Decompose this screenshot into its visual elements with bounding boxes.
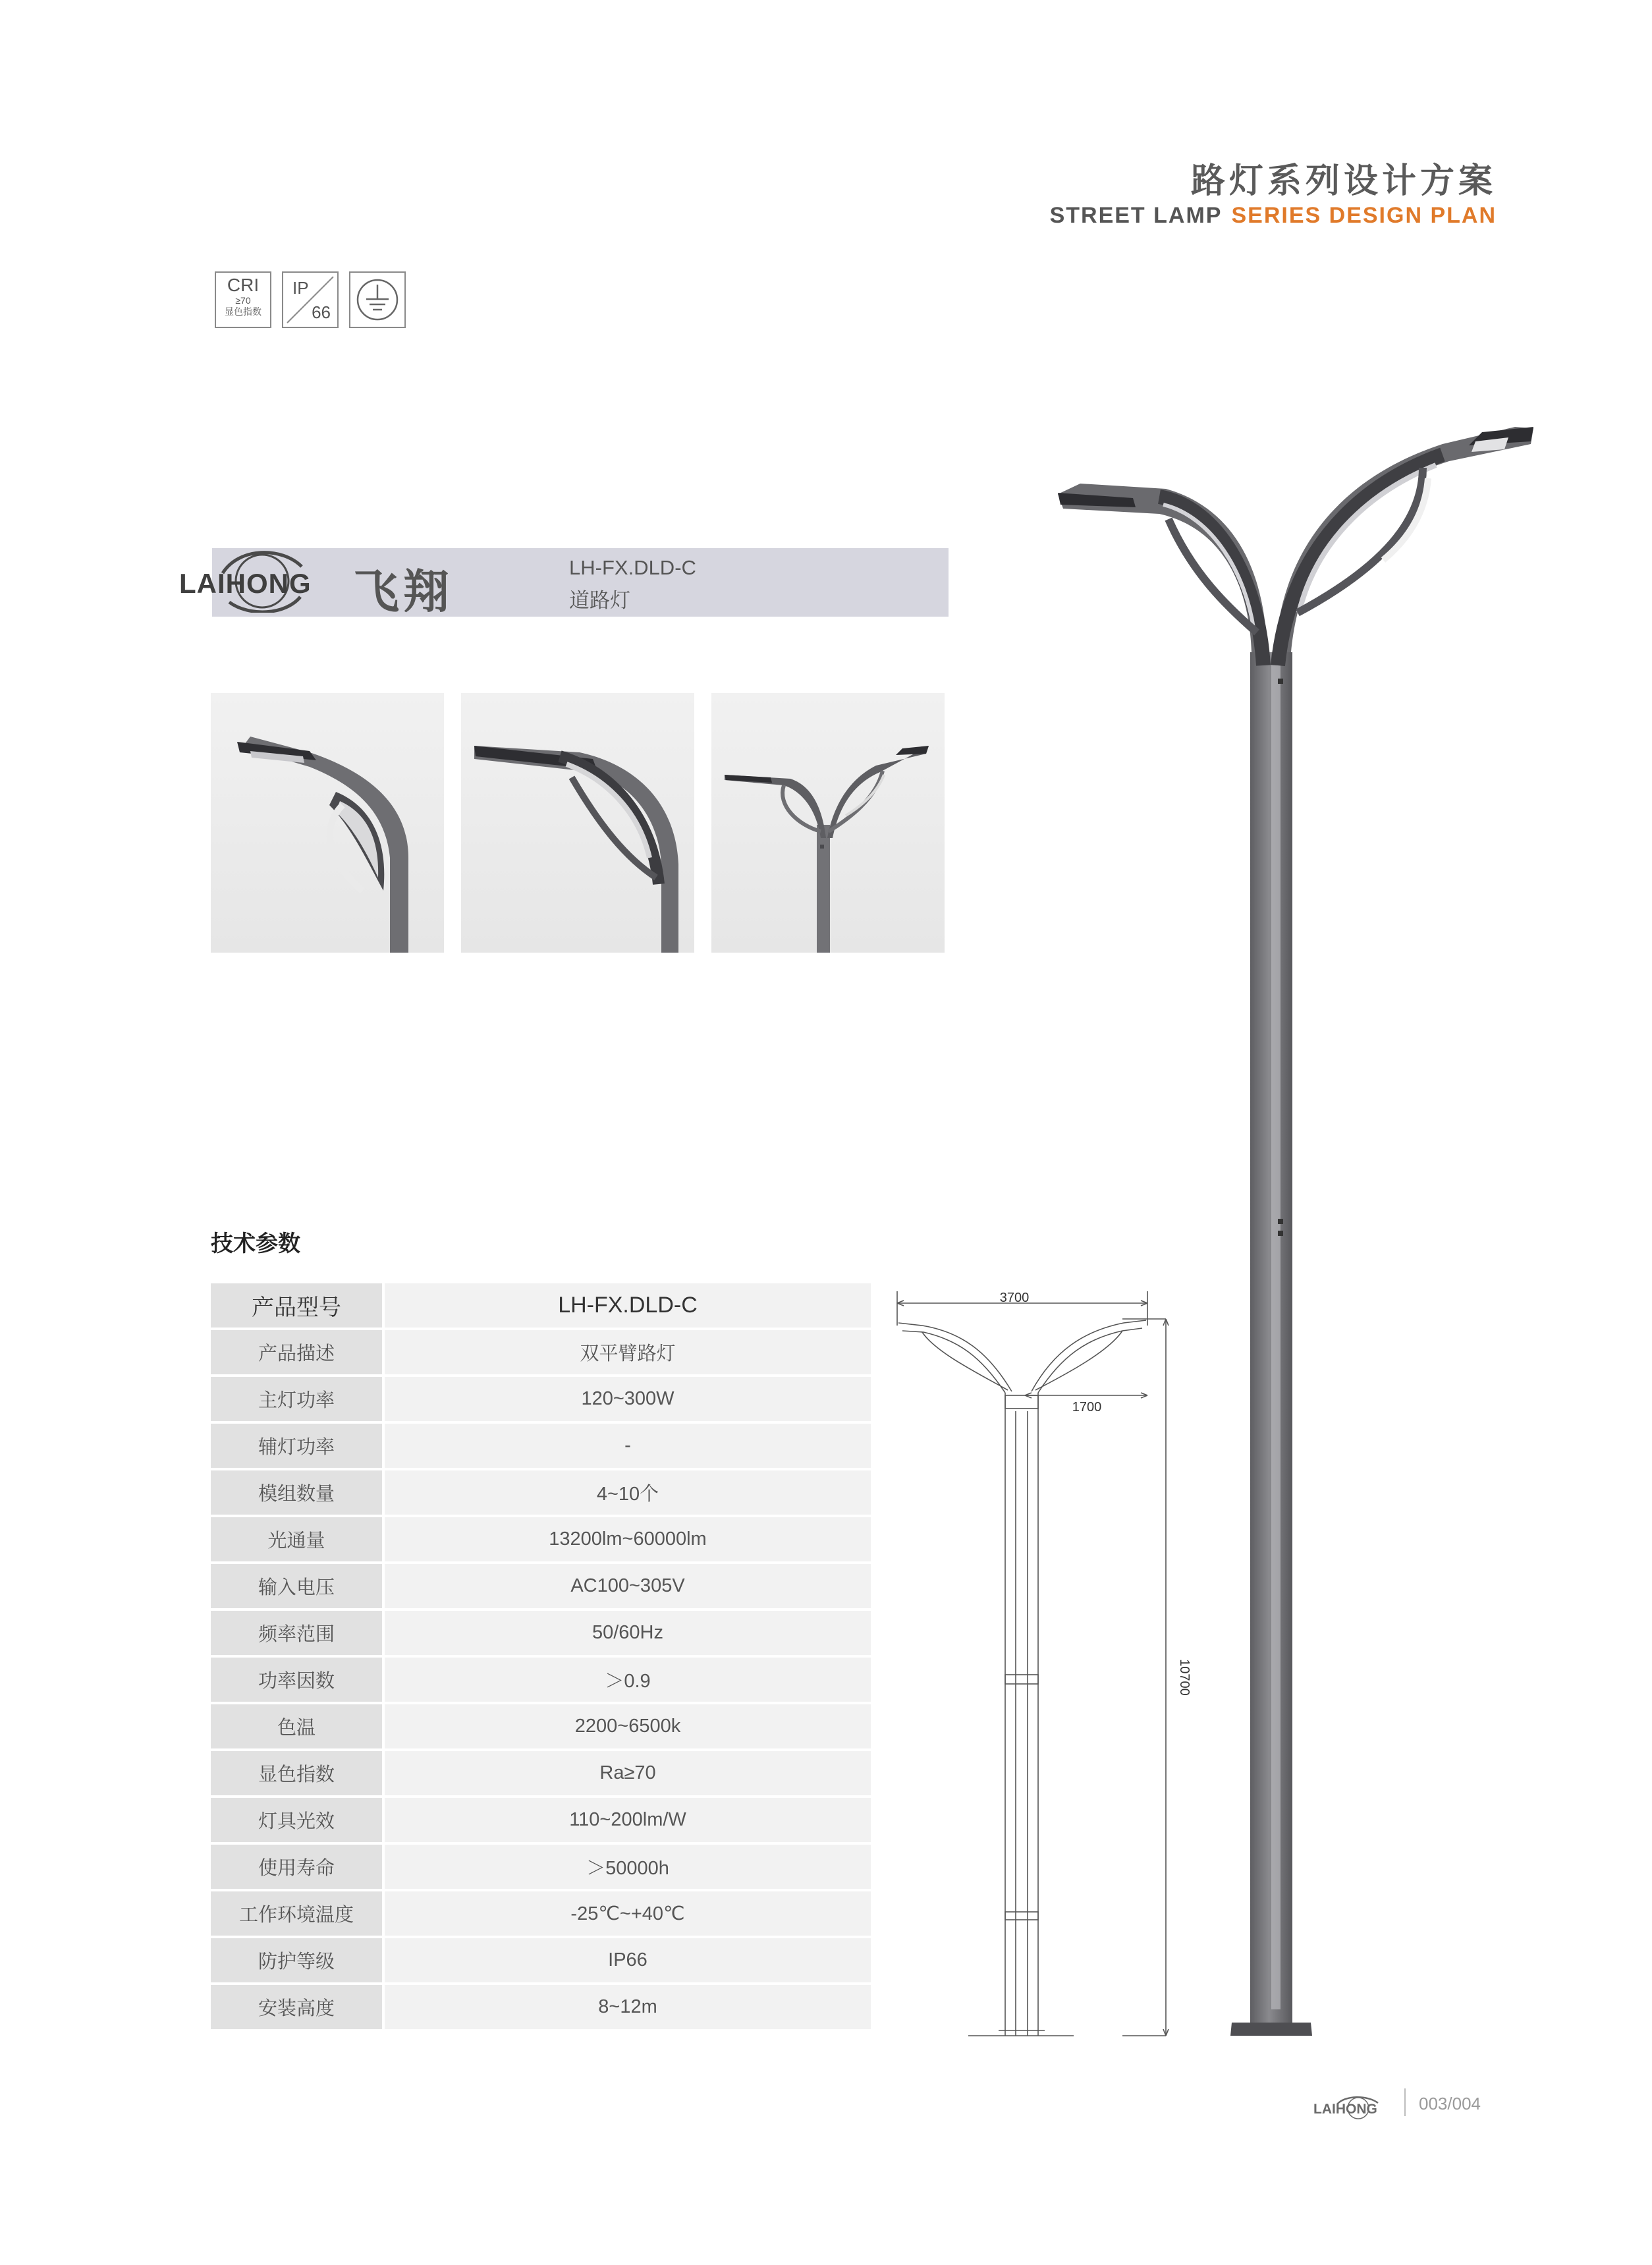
spec-row: [211, 1751, 871, 1795]
spec-row: [211, 1891, 871, 1936]
spec-row: [211, 1845, 871, 1889]
dim-width-label: 3700: [999, 1291, 1030, 1305]
spec-key: 功率因数: [211, 1658, 382, 1702]
spec-value: 120~300W: [382, 1377, 871, 1421]
lamp-closeup-image-3: [711, 693, 945, 953]
spec-value: IP66: [382, 1938, 871, 1982]
spec-row: [211, 1470, 871, 1515]
spec-value: ＞0.9: [382, 1658, 871, 1702]
lamp-closeup-image-2: [461, 693, 694, 953]
ip-badge-top: IP: [292, 278, 309, 298]
spec-key: 光通量: [211, 1517, 382, 1561]
spec-key: 灯具光效: [211, 1798, 382, 1842]
lamp-closeup-image-1: [211, 693, 444, 953]
spec-key: 频率范围: [211, 1611, 382, 1655]
ground-icon: [350, 273, 404, 327]
spec-row: [211, 1611, 871, 1655]
page-number: 003/004: [1419, 2094, 1481, 2113]
spec-key: 防护等级: [211, 1938, 382, 1982]
spec-value: Ra≥70: [382, 1751, 871, 1795]
spec-row: [211, 1377, 871, 1421]
spec-row: [211, 1330, 871, 1374]
product-model: LH-FX.DLD-C: [569, 556, 696, 579]
spec-value: 13200lm~60000lm: [382, 1517, 871, 1561]
spec-value: -: [382, 1424, 871, 1468]
footer-divider: [1404, 2088, 1406, 2116]
spec-key: 产品型号: [211, 1283, 382, 1328]
street-lamp-render: [1054, 415, 1541, 2049]
spec-row: [211, 1517, 871, 1561]
ground-badge: [349, 271, 406, 328]
product-name-cn: 飞翔: [353, 566, 453, 617]
spec-key: 模组数量: [211, 1470, 382, 1515]
dim-arm-label: 1700: [1072, 1400, 1102, 1414]
spec-key: 辅灯功率: [211, 1424, 382, 1468]
ip-badge-bottom: 66: [312, 302, 331, 322]
spec-value: 双平臂路灯: [382, 1330, 871, 1374]
spec-key: 输入电压: [211, 1564, 382, 1608]
spec-row: [211, 1658, 871, 1702]
spec-value: 50/60Hz: [382, 1611, 871, 1655]
laihong-logo: [177, 549, 325, 613]
header-title-en-part2: SERIES DESIGN PLAN: [1231, 203, 1497, 228]
spec-row: [211, 1798, 871, 1842]
spec-key: 主灯功率: [211, 1377, 382, 1421]
spec-row: [211, 1283, 871, 1328]
header-title-cn: 路灯系列设计方案: [1190, 162, 1497, 200]
cri-badge-value: ≥70: [235, 295, 251, 306]
product-type: 道路灯: [569, 589, 630, 612]
header-title-en-part1: STREET LAMP: [1049, 203, 1223, 228]
cri-badge-caption: 显色指数: [225, 306, 262, 317]
dim-height-label: 10700: [1177, 1659, 1192, 1696]
spec-value: 110~200lm/W: [382, 1798, 871, 1842]
spec-row: [211, 1938, 871, 1982]
spec-value: -25℃~+40℃: [382, 1891, 871, 1936]
spec-value: 2200~6500k: [382, 1704, 871, 1748]
spec-key: 显色指数: [211, 1751, 382, 1795]
svg-text:LAIHONG: LAIHONG: [179, 568, 312, 599]
spec-row: [211, 1704, 871, 1748]
spec-key: 产品描述: [211, 1330, 382, 1374]
spec-key: 安装高度: [211, 1985, 382, 2029]
footer-brand: LAIHONG: [1313, 2102, 1377, 2117]
specs-table: [211, 1281, 871, 2032]
header-title-en: [1050, 203, 1497, 229]
spec-value: LH-FX.DLD-C: [382, 1283, 871, 1328]
cri-badge-label: CRI: [227, 275, 260, 295]
spec-row: [211, 1985, 871, 2029]
specs-title: 技术参数: [211, 1231, 300, 1256]
ip-badge: [282, 271, 339, 328]
spec-value: AC100~305V: [382, 1564, 871, 1608]
spec-value: 4~10个: [382, 1470, 871, 1515]
spec-key: 使用寿命: [211, 1845, 382, 1889]
spec-row: [211, 1564, 871, 1608]
spec-key: 色温: [211, 1704, 382, 1748]
spec-value: 8~12m: [382, 1985, 871, 2029]
cri-badge: [215, 271, 271, 328]
spec-row: [211, 1424, 871, 1468]
footer-logo: [1312, 2095, 1391, 2121]
spec-key: 工作环境温度: [211, 1891, 382, 1936]
spec-value: ＞50000h: [382, 1845, 871, 1889]
